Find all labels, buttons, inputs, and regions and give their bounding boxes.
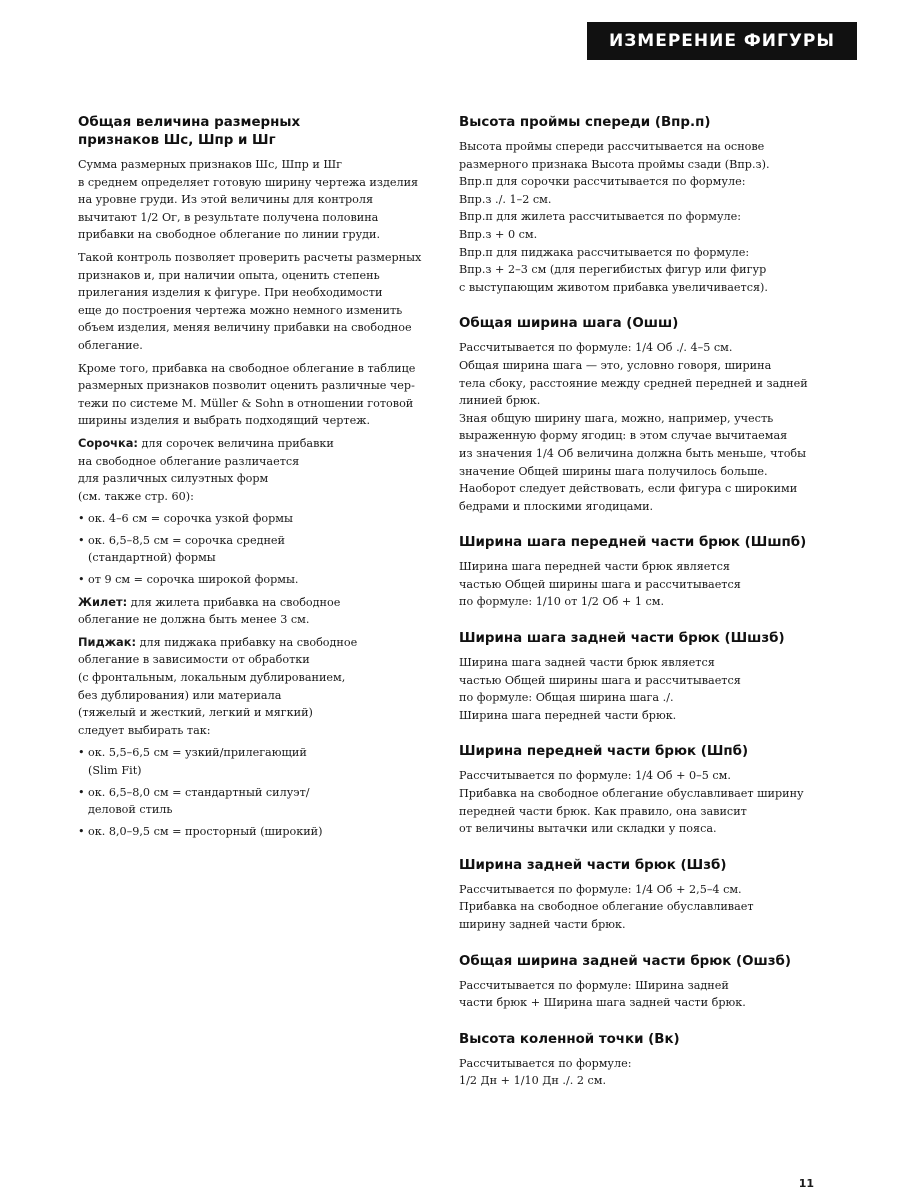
section-title: Общая ширина задней части брюк (Ошзб) [459,953,792,969]
shirt-lead [78,435,423,505]
shirt-text: для сорочек величина прибавки на свободное облегание различается для различных силуэтных форм (см. также стр. 60): [78,436,334,503]
section-text: Рассчитывается по формуле: 1/4 Об + 0–5 см. Прибавка на свободное облегание обуславливает ширину передней части брюк. Как правило, она зависит от величины вытачки или складки у пояса. [459,769,804,836]
section-title: Высота коленной точки (Вк) [459,1031,680,1047]
section-text: Рассчитывается по формуле: 1/4 Об ./. 4–5 см. Общая ширина шага — это, условно говоря, ширина тела сбоку, расстояние между средней передней и задней линией брюк. Зная общую ширину шага, можно, например, учесть выраженную форму ягодиц: в этом случае вычитаемая из значения 1/4 Об величина должна быть меньше, чтобы значение Общей ширины шага получилось больше. Наоборот следует действовать, если фигура с широкими бедрами и плоскими ягодицами. [459,341,808,513]
section-back-trouser-width [459,857,814,934]
vest-lead [78,594,423,629]
section-title: Ширина передней части брюк (Шпб) [459,744,749,760]
jacket-lead [78,634,423,740]
list-item: • ок. 8,0–9,5 см = просторный (широкий) [78,823,423,841]
section-total-back-width [459,953,814,1012]
list-item: • ок. 6,5–8,0 см = стандартный силуэт/ деловой стиль [78,784,423,819]
section-text: Рассчитывается по формуле: Ширина задней части брюк + Ширина шага задней части брюк. [459,978,746,1010]
section-knee-height [459,1031,814,1090]
left-paragraph-2: Такой контроль позволяет проверить расчеты размерных признаков и, при наличии опыта, оценить степень прилегания изделия к фигуре. При необходимости еще до построения чертежа можно немного изменить объем изделия, меняя величину прибавки на свободное облегание. [78,250,422,352]
section-back-step-width [459,630,814,724]
section-title: Ширина шага передней части брюк (Шшпб) [459,535,807,551]
jacket-bullets [78,744,423,840]
section-banner: ИЗМЕРЕНИЕ ФИГУРЫ [587,22,857,60]
vest-text: для жилета прибавка на свободное облегание не должна быть менее 3 см. [78,595,341,627]
section-title: Высота проймы спереди (Впр.п) [459,115,711,130]
section-text: Рассчитывается по формуле: 1/4 Об + 2,5–4 см. Прибавка на свободное облегание обуславливает ширину задней части брюк. [459,882,754,931]
left-column [78,114,423,845]
left-section-title: Общая величина размерных признаков Шс, Шпр и Шг [78,115,301,148]
jacket-label: Пиджак: [78,634,137,649]
section-text: Рассчитывается по формуле: 1/2 Дн + 1/10 Дн ./. 2 см. [459,1056,632,1088]
jacket-text: для пиджака прибавку на свободное облегание в зависимости от обработки (с фронтальным, локальным дублированием, без дублирования) или материала (тяжелый и жесткий, легкий и мягкий) следует выбирать так: [78,635,358,737]
left-paragraph-3: Кроме того, прибавка на свободное облегание в таблице размерных признаков позволит оценить различные чер- тежи по системе M. Müller & Sohn в отношении готовой ширины изделия и выбрать подходящий чертеж. [78,361,416,428]
right-column [459,114,814,1109]
section-total-step-width [459,315,814,515]
section-text: Ширина шага задней части брюк является частью Общей ширины шага и рассчитывается по формуле: Общая ширина шага ./. Ширина шага передней части брюк. [459,656,741,722]
shirt-label: Сорочка: [78,435,138,450]
section-text: Высота проймы спереди рассчитывается на основе размерного признака Высота проймы сзади (Впр.з). Впр.п для сорочки рассчитывается по формуле: Впр.з ./. 1–2 см. Впр.п для жилета рассчитывается по формуле: Впр.з + 0 см. Впр.п для пиджака рассчитывается по формуле: Впр.з + 2–3 см (для перегибистых фигур или фигур с выступающим животом прибавка увеличивается). [459,140,770,294]
page-number: 11 [798,1177,814,1190]
section-title: Ширина шага задней части брюк (Шшзб) [459,631,785,647]
list-item: • от 9 см = сорочка широкой формы. [78,571,423,589]
list-item: • ок. 6,5–8,5 см = сорочка средней (стандартной) формы [78,532,423,567]
section-title: Общая ширина шага (Ошш) [459,316,679,332]
left-paragraph-1: Сумма размерных признаков Шс, Шпр и Шг в среднем определяет готовую ширину чертежа изделия на уровне груди. Из этой величины для контроля вычитают 1/2 Ог, в результате получена половина прибавки на свободное облегание по линии груди. [78,158,419,242]
section-title: Ширина задней части брюк (Шзб) [459,857,727,873]
list-item: • ок. 4–6 см = сорочка узкой формы [78,510,423,528]
vest-label: Жилет: [78,594,128,609]
shirt-bullets [78,510,423,588]
section-text: Ширина шага передней части брюк является частью Общей ширины шага и рассчитывается по формуле: 1/10 от 1/2 Об + 1 см. [459,560,741,609]
list-item: • ок. 5,5–6,5 см = узкий/прилегающий (Slim Fit) [78,744,423,779]
section-front-armhole-height [459,114,814,296]
section-front-trouser-width [459,743,814,837]
section-front-step-width [459,534,814,611]
